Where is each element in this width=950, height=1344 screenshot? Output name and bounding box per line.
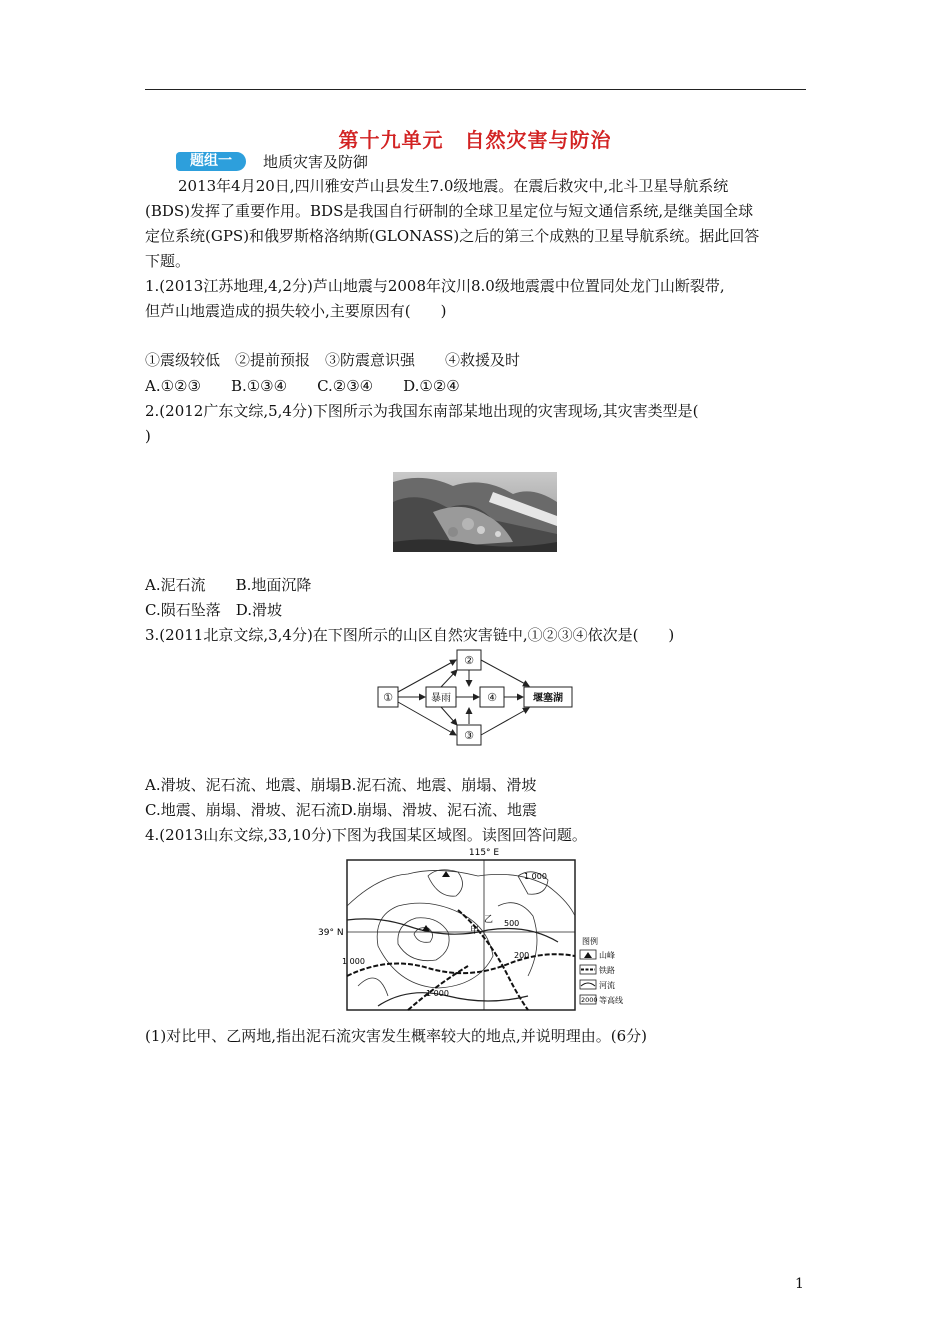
legend-railway: 铁路 xyxy=(599,966,615,975)
contour-label: 500 xyxy=(504,919,520,928)
place-jia: 甲 xyxy=(470,926,480,936)
q2-stem: ) xyxy=(145,427,151,445)
intro-line: 定位系统(GPS)和俄罗斯格洛纳斯(GLONASS)之后的第三个成熟的卫星导航系统。据此回答 xyxy=(145,227,760,245)
node-4: ④ xyxy=(487,691,497,704)
q1-stem: 但芦山地震造成的损失较小,主要原因有( ) xyxy=(145,302,447,320)
disaster-chain-diagram xyxy=(374,648,579,748)
legend-peak: 山峰 xyxy=(599,951,615,960)
node-lake: 堰塞湖 xyxy=(533,693,563,704)
place-yi: 乙 xyxy=(484,915,494,925)
landslide-photo xyxy=(393,472,557,552)
intro-line: 下题。 xyxy=(145,252,191,270)
contour-label: 1 000 xyxy=(426,989,449,998)
q1-items: ①震级较低 ②提前预报 ③防震意识强 ④救援及时 xyxy=(145,351,521,369)
header-rule xyxy=(145,89,806,90)
q3-options: A.滑坡、泥石流、地震、崩塌B.泥石流、地震、崩塌、滑坡 xyxy=(145,776,537,794)
q1-options: A.①②③ B.①③④ C.②③④ D.①②④ xyxy=(145,377,460,395)
q2-stem: 2.(2012广东文综,5,4分)下图所示为我国东南部某地出现的灾害现场,其灾害类型是( xyxy=(145,402,699,420)
page-title: 第十九单元 自然灾害与防治 xyxy=(338,128,612,152)
contour-label: 1 000 xyxy=(342,957,365,966)
intro-line: 2013年4月20日,四川雅安芦山县发生7.0级地震。在震后救灾中,北斗卫星导航系统 xyxy=(178,177,729,195)
region-map xyxy=(318,846,653,1012)
group-name: 地质灾害及防御 xyxy=(263,153,369,171)
q3-stem: 3.(2011北京文综,3,4分)在下图所示的山区自然灾害链中,①②③④依次是( ) xyxy=(145,626,675,644)
latitude-label: 39° N xyxy=(318,928,344,938)
node-1: ① xyxy=(383,691,393,704)
intro-line: (BDS)发挥了重要作用。BDS是我国自行研制的全球卫星定位与短文通信系统,是继美国全球 xyxy=(145,202,754,220)
longitude-label: 115° E xyxy=(468,848,500,858)
q4-stem: 4.(2013山东文综,33,10分)下图为我国某区域图。读图回答问题。 xyxy=(145,826,587,844)
q2-options: C.陨石坠落 D.滑坡 xyxy=(145,601,282,619)
contour-label: 200 xyxy=(514,951,530,960)
legend-river: 河流 xyxy=(599,981,615,990)
q1-stem: 1.(2013江苏地理,4,2分)芦山地震与2008年汶川8.0级地震震中位置同处龙门山断裂带, xyxy=(145,277,725,295)
node-rain: 暴雨 xyxy=(431,693,451,704)
group-badge: 题组一 xyxy=(176,152,246,171)
q3-options: C.地震、崩塌、滑坡、泥石流D.崩塌、滑坡、泥石流、地震 xyxy=(145,801,537,819)
q4-sub1: (1)对比甲、乙两地,指出泥石流灾害发生概率较大的地点,并说明理由。(6分) xyxy=(145,1027,648,1045)
legend-contour: 等高线 xyxy=(599,996,623,1005)
page-number: 1 xyxy=(795,1276,804,1292)
node-2: ② xyxy=(464,654,474,667)
legend-contour-value: 2000 xyxy=(581,996,598,1004)
node-3: ③ xyxy=(464,729,474,742)
q2-options: A.泥石流 B.地面沉降 xyxy=(145,576,312,594)
contour-label: 1 000 xyxy=(524,872,547,881)
legend-title: 图例 xyxy=(582,937,598,946)
